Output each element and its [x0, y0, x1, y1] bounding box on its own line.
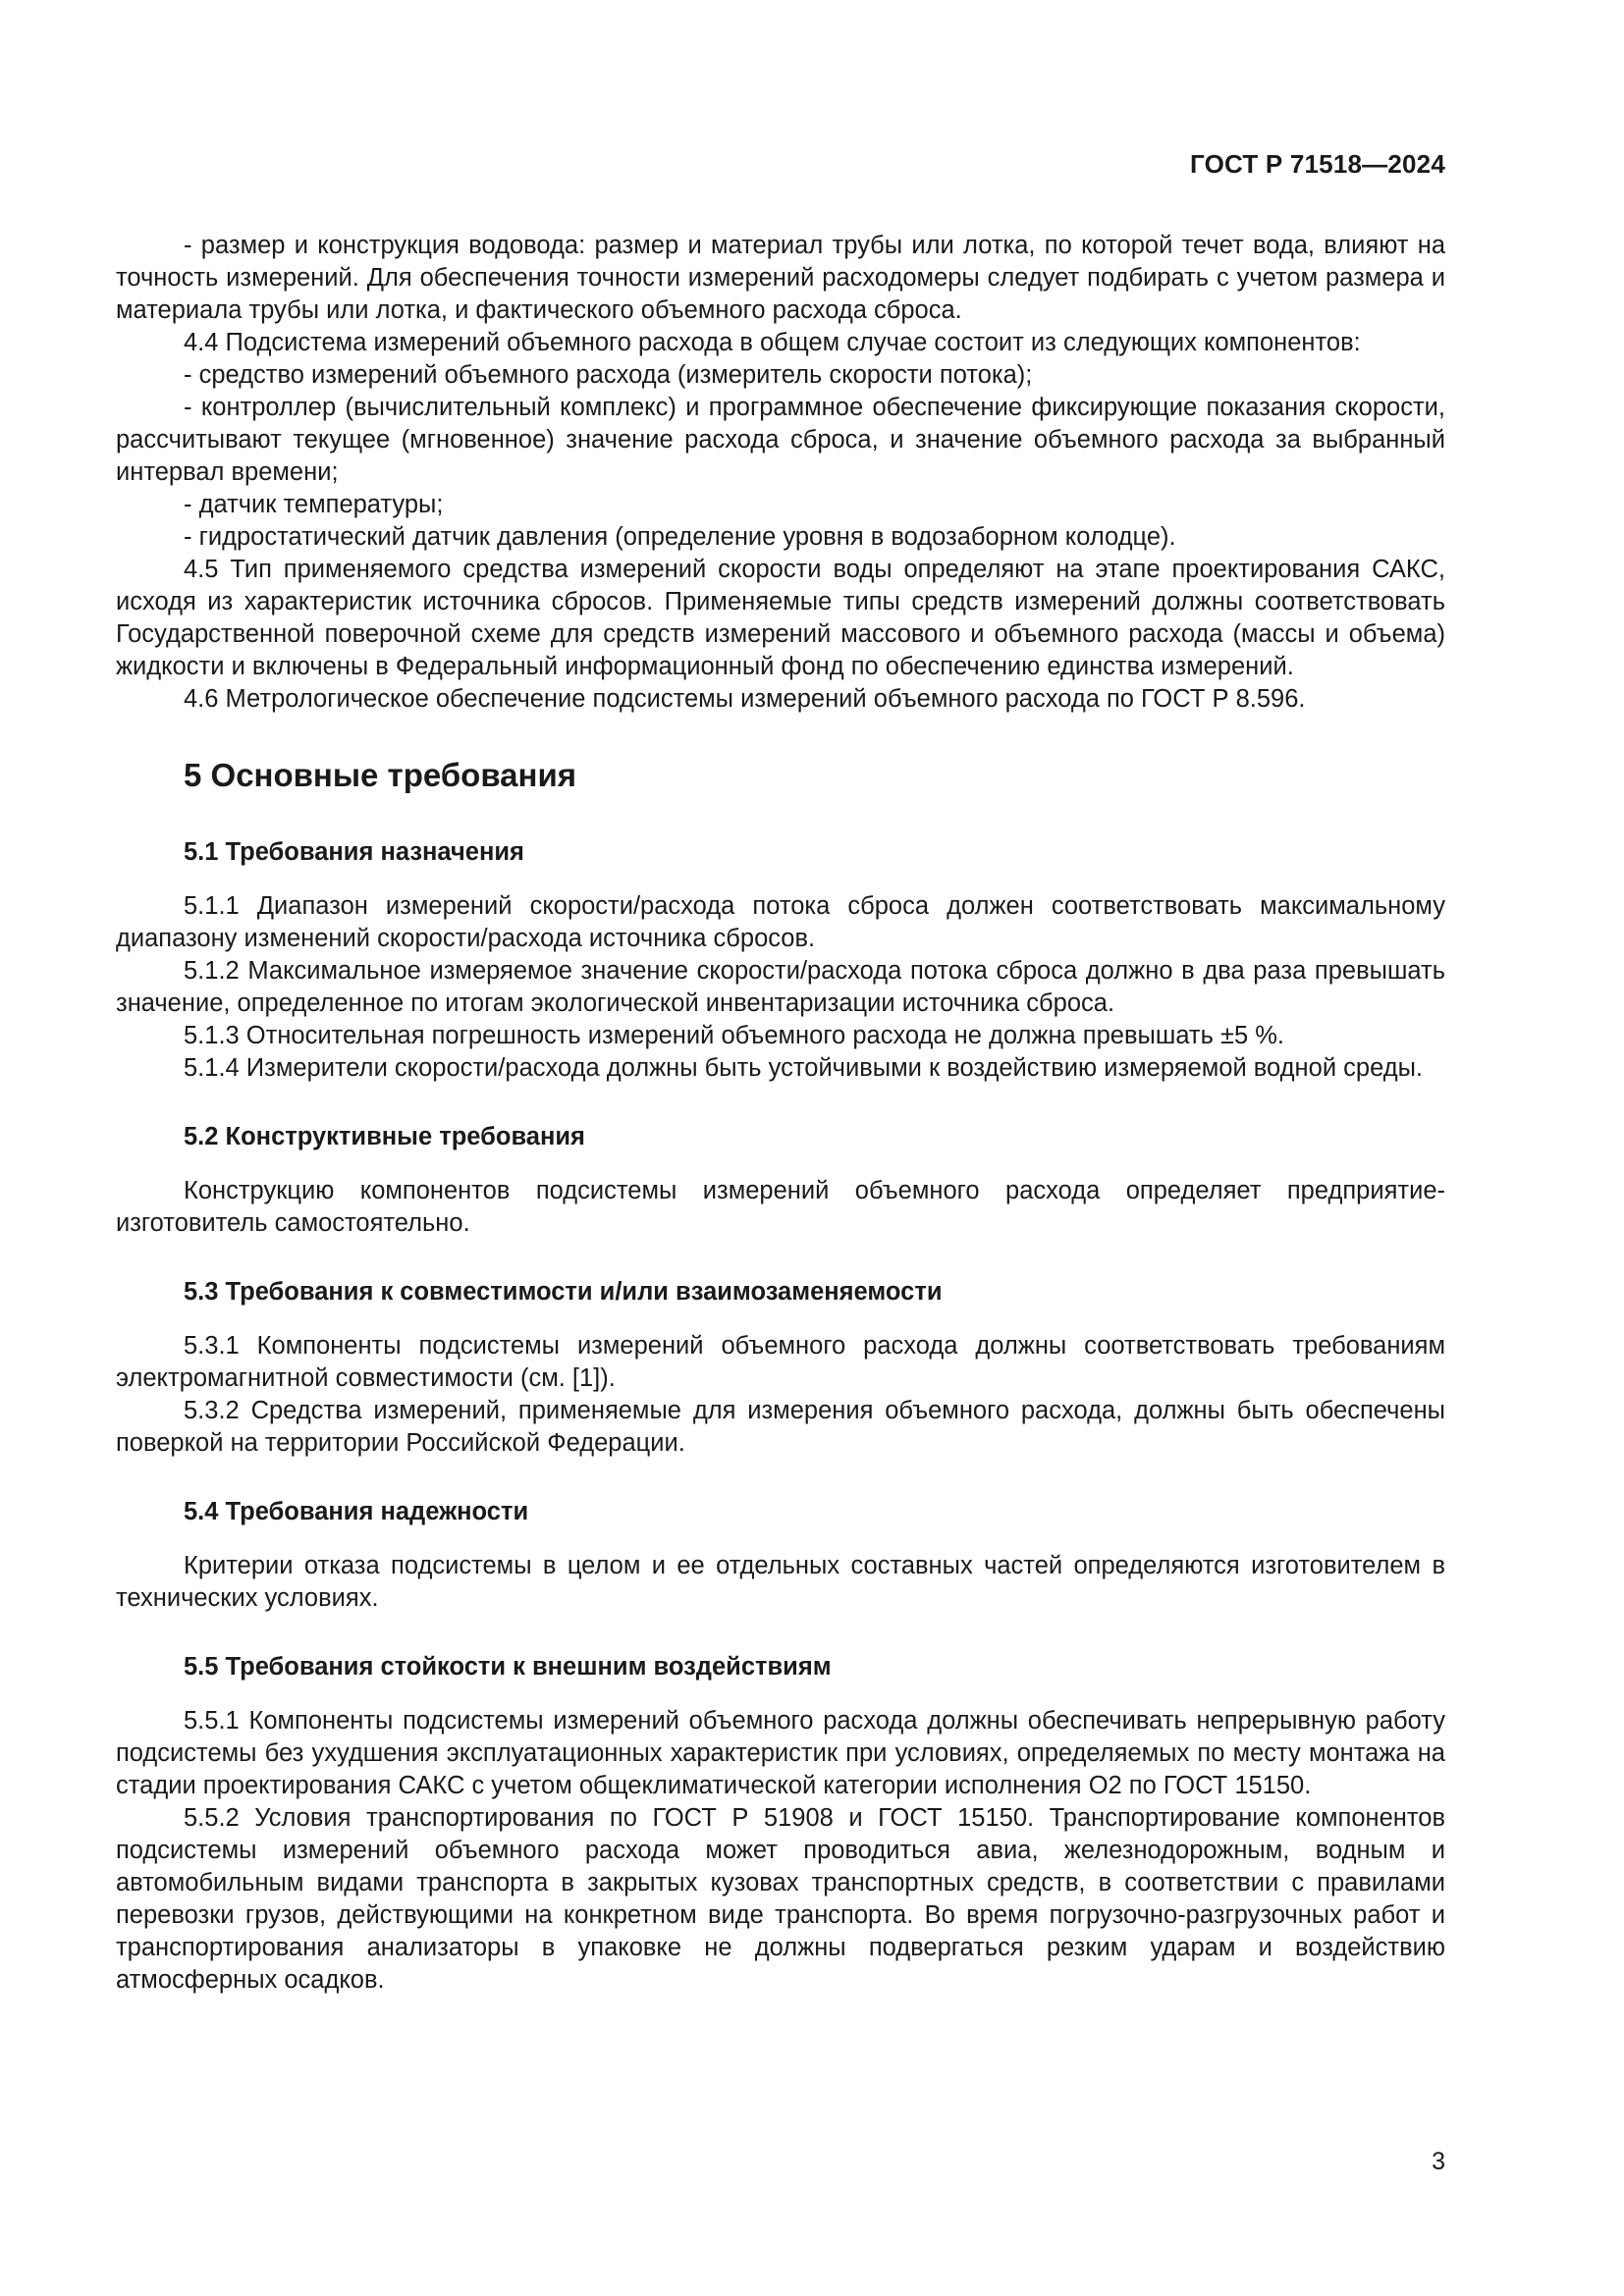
subsection-heading: 5.4 Требования надежности: [184, 1498, 529, 1525]
paragraph: 5.1.3 Относительная погрешность измерений объемного расхода не должна превышать ±5 %.: [184, 1022, 1285, 1049]
section-heading: 5 Основные требования: [184, 757, 577, 793]
paragraph: Критерии отказа подсистемы в целом и ее отдельных составных частей определяются изготовителем в технических условиях.: [116, 1552, 1445, 1612]
paragraph: Конструкцию компонентов подсистемы измерений объемного расхода определяет предприятие-изготовитель самостоятельно.: [116, 1177, 1445, 1237]
paragraph: 5.1.1 Диапазон измерений скорости/расхода потока сброса должен соответствовать максимальному диапазону изменений скорости/расхода источника сбросов.: [116, 892, 1445, 952]
document-id-header: ГОСТ Р 71518—2024: [1190, 149, 1445, 179]
subsection-heading: 5.1 Требования назначения: [184, 838, 524, 866]
paragraph: 4.4 Подсистема измерений объемного расхода в общем случае состоит из следующих компонентов:: [184, 329, 1361, 356]
paragraph: 5.3.1 Компоненты подсистемы измерений объемного расхода должны соответствовать требованиям электромагнитной совместимости (см. [1]).: [116, 1332, 1445, 1392]
subsection-heading: 5.3 Требования к совместимости и/или взаимозаменяемости: [184, 1278, 943, 1306]
document-body: [116, 230, 1445, 1997]
paragraph: 5.1.4 Измерители скорости/расхода должны быть устойчивыми к воздействию измеряемой водной среды.: [184, 1054, 1423, 1082]
list-item: - датчик температуры;: [184, 491, 444, 518]
list-item: - средство измерений объемного расхода (измеритель скорости потока);: [184, 361, 1033, 389]
paragraph: - размер и конструкция водовода: размер и материал трубы или лотка, по которой течет вода, влияют на точность измерений. Для обеспечения точности измерений расходомеры следует подбирать с учетом размера и материала трубы или лотка, и фактического объемного расхода сброса.: [116, 232, 1445, 324]
list-item: - контроллер (вычислительный комплекс) и программное обеспечение фиксирующие показания скорости, рассчитывают текущее (мгновенное) значение расхода сброса, и значение объемного расхода за выбранный интервал времени;: [116, 394, 1445, 486]
paragraph: 5.3.2 Средства измерений, применяемые для измерения объемного расхода, должны быть обеспечены поверкой на территории Российской Федерации.: [116, 1397, 1445, 1457]
subsection-heading: 5.5 Требования стойкости к внешним воздействиям: [184, 1653, 832, 1681]
paragraph: 5.5.2 Условия транспортирования по ГОСТ Р 51908 и ГОСТ 15150. Транспортирование компонентов подсистемы измерений объемного расхода может проводиться авиа, железнодорожным, водным и автомобильным видами транспорта в закрытых кузовах транспортных средств, в соответствии с правилами перевозки грузов, действующими на конкретном виде транспорта. Во время погрузочно-разгрузочных работ и транспортирования анализаторы в упаковке не должны подвергаться резким ударам и воздействию атмосферных осадков.: [116, 1804, 1445, 1994]
paragraph: 4.6 Метрологическое обеспечение подсистемы измерений объемного расхода по ГОСТ Р 8.596.: [184, 685, 1306, 713]
paragraph: 5.1.2 Максимальное измеряемое значение скорости/расхода потока сброса должно в два раза превышать значение, определенное по итогам экологической инвентаризации источника сброса.: [116, 957, 1445, 1017]
subsection-heading: 5.2 Конструктивные требования: [184, 1123, 585, 1150]
page-number: 3: [1432, 2148, 1445, 2175]
list-item: - гидростатический датчик давления (определение уровня в водозаборном колодце).: [184, 523, 1176, 551]
paragraph: 5.5.1 Компоненты подсистемы измерений объемного расхода должны обеспечивать непрерывную работу подсистемы без ухудшения эксплуатационных характеристик при условиях, определяемых по месту монтажа на стадии проектирования САКС с учетом общеклиматической категории исполнения О2 по ГОСТ 15150.: [116, 1707, 1445, 1799]
paragraph: 4.5 Тип применяемого средства измерений скорости воды определяют на этапе проектирования САКС, исходя из характеристик источника сбросов. Применяемые типы средств измерений должны соответствовать Государственной поверочной схеме для средств измерений массового и объемного расхода (массы и объема) жидкости и включены в Федеральный информационный фонд по обеспечению единства измерений.: [116, 556, 1445, 680]
